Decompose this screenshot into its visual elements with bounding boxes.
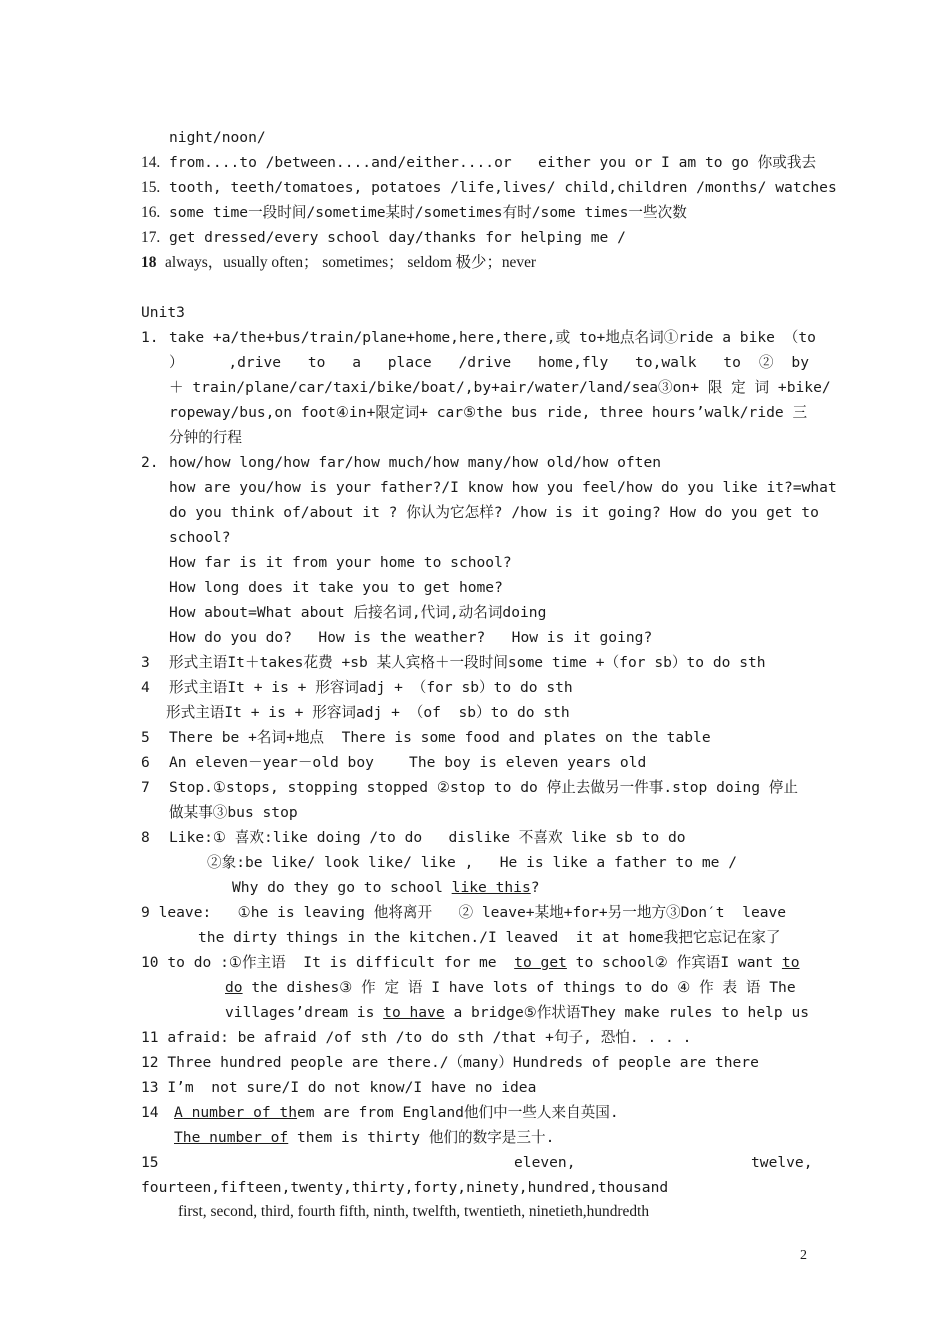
text-line: how/how long/how far/how much/how many/how old/how often	[169, 454, 662, 471]
text-run: Why do they go to school	[232, 879, 452, 896]
underlined-text: like this	[451, 879, 531, 896]
item-number: 15.	[141, 179, 161, 196]
item-number: 4	[141, 679, 150, 696]
text-line: 做某事③bus stop	[169, 804, 298, 821]
text-line	[232, 875, 540, 900]
page-number: 2	[800, 1248, 807, 1263]
text-run: to school② 作宾语I want	[566, 954, 782, 971]
item-number: 1.	[141, 329, 159, 346]
text-line: How do you do? How is the weather? How is it going?	[169, 629, 653, 646]
text-line: 形式主语It＋takes花费 +sb 某人宾格＋一段时间some time +（for sb）to do sth	[169, 654, 766, 671]
text-run: 10 to do :①作主语 It is difficult for me	[141, 954, 515, 971]
text-line	[225, 1000, 809, 1025]
text-line: first, second, third, fourth fifth, ninth, twelfth, twentieth, ninetieth,hundredth	[178, 1203, 650, 1220]
text-word: eleven,	[514, 1154, 576, 1171]
text-run: ?	[530, 879, 540, 896]
item-number: 18	[141, 254, 157, 271]
text-line: get dressed/every school day/thanks for helping me /	[169, 229, 626, 246]
text-line: 形式主语It + is + 形容词adj + （for sb）to do sth	[169, 679, 573, 696]
text-line: do you think of/about it ? 你认为它怎样? /how is it going? How do you get to	[169, 504, 819, 521]
text-line: ②象:be like/ look like/ like , He is like a father to me /	[207, 854, 737, 871]
text-line: 13 I’m not sure/I do not know/I have no idea	[141, 1079, 537, 1096]
underlined-text: do	[225, 979, 243, 996]
text-line: how are you/how is your father?/I know how you feel/how do you like it?=what	[169, 479, 837, 496]
text-line: 9 leave: ①he is leaving 他将离开 ② leave+某地+for+另一地方③Don′t leave	[141, 904, 787, 921]
item-number: 3	[141, 654, 150, 671]
item-number: 17.	[141, 229, 161, 246]
text-line: An eleven－year－old boy The boy is eleven years old	[169, 754, 647, 771]
text-line	[225, 975, 796, 1000]
section-heading: Unit3	[141, 304, 185, 321]
text-run: em are from England他们中一些人来自英国.	[297, 1104, 619, 1121]
text-line: from....to /between....and/either....or either you or I am to go 你或我去	[169, 154, 817, 171]
underlined-text: to get	[514, 954, 567, 971]
text-line: There be +名词+地点 There is some food and plates on the table	[169, 729, 711, 746]
text-line: tooth, teeth/tomatoes, potatoes /life,lives/ child,children /months/ watches	[169, 179, 837, 196]
underlined-text: to have	[383, 1004, 445, 1021]
text-line: Like:① 喜欢:like doing /to do dislike 不喜欢 like sb to do	[169, 829, 686, 846]
underlined-text: The number of	[174, 1129, 289, 1146]
text-line: take +a/the+bus/train/plane+home,here,there,或 to+地点名词①ride a bike （to	[169, 329, 816, 346]
text-line: school?	[169, 529, 231, 546]
text-line: 11 afraid: be afraid /of sth /to do sth /that +句子, 恐怕. . . .	[141, 1029, 692, 1046]
text-line: some time一段时间/sometime某时/sometimes有时/some times一些次数	[169, 204, 687, 221]
underlined-text: A number of th	[174, 1104, 298, 1121]
item-number: 14.	[141, 154, 161, 171]
text-run: them is thirty 他们的数字是三十.	[288, 1129, 555, 1146]
text-line	[174, 1100, 619, 1125]
underlined-text: to	[781, 954, 800, 971]
text-line: ropeway/bus,on foot④in+限定词+ car⑤the bus ride, three hours’walk/ride 三	[169, 404, 808, 421]
text-line: fourteen,fifteen,twenty,thirty,forty,ninety,hundred,thousand	[141, 1179, 669, 1196]
text-line: 分钟的行程	[169, 429, 242, 446]
text-run: the dishes③ 作 定 语 I have lots of things to do ④ 作 表 语 The	[242, 979, 796, 996]
text-line: How about=What about 后接名词,代词,动名词doing	[169, 604, 547, 621]
text-line: the dirty things in the kitchen./I leaved it at home我把它忘记在家了	[198, 929, 781, 946]
text-line: ＋ train/plane/car/taxi/bike/boat/,by+air/water/land/sea③on+ 限 定 词 +bike/	[169, 379, 831, 396]
text-line: ） ,drive to a place /drive home,fly to,walk to②by	[169, 354, 809, 371]
text-line: Stop.①stops, stopping stopped ②stop to do 停止去做另一件事.stop doing 停止	[169, 779, 798, 796]
item-number: 6	[141, 754, 150, 771]
item-number: 15	[141, 1154, 159, 1171]
text-run: a bridge⑤作状语They make rules to help us	[444, 1004, 810, 1021]
item-number: 14	[141, 1104, 159, 1121]
item-number: 8	[141, 829, 150, 846]
text-line: always，usually often； sometimes； seldom 极少；never	[165, 254, 537, 271]
text-line	[141, 950, 800, 975]
item-number: 5	[141, 729, 150, 746]
text-line: 12 Three hundred people are there./（many）Hundreds of people are there	[141, 1054, 759, 1071]
text-line: How far is it from your home to school?	[169, 554, 512, 571]
text-word: twelve,	[751, 1154, 813, 1171]
text-line: night/noon/	[169, 129, 266, 146]
item-number: 16.	[141, 204, 161, 221]
item-number: 7	[141, 779, 150, 796]
item-number: 2.	[141, 454, 159, 471]
text-run: villages’dream is	[225, 1004, 384, 1021]
text-line: How long does it take you to get home?	[169, 579, 503, 596]
text-line	[174, 1125, 554, 1150]
text-line: 形式主语It + is + 形容词adj + （of sb）to do sth	[166, 704, 570, 721]
